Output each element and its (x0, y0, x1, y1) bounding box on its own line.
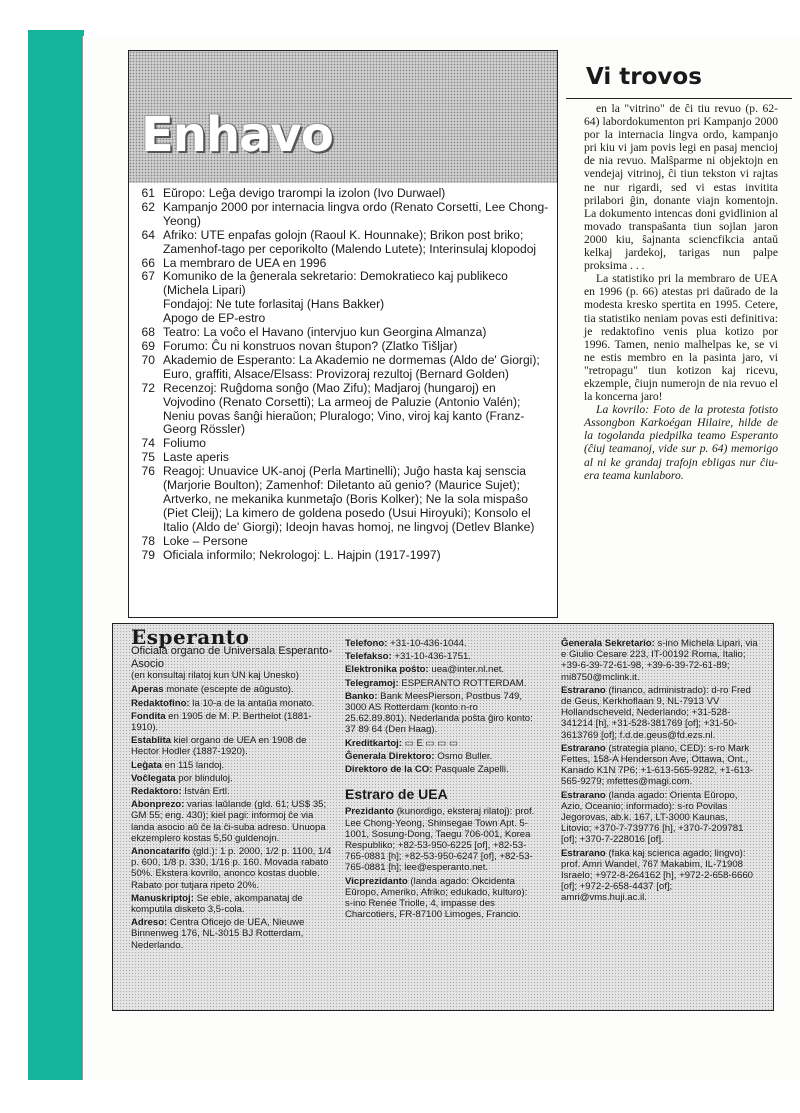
page-number: 64 (141, 227, 155, 242)
masthead-entry (345, 691, 535, 736)
entry-label: Prezidanto (345, 806, 395, 818)
masthead-entry (345, 738, 535, 749)
masthead-title: Esperanto (131, 625, 250, 649)
contents-item (131, 549, 551, 563)
entry-label: Establita (131, 735, 171, 747)
page-number: 72 (141, 380, 155, 395)
item-title: Teatro: La voĉo el Havano (intervjuo kun Georgina Almanza) (163, 325, 487, 340)
masthead-entry (131, 684, 337, 695)
paragraph: La statistiko pri la membraro de UEA en 1996 (p. 66) atestas pri daŭrado de la modesta kresko spertita en 1995. Cetere, tia statistiko neniam povas esti definitiva: je redaktofino venis plua kotizo por 1996. Tamen, nenio malhelpas ke, se vi ne estis membro en la pasinta jaro, vi "retropagu" tiun kotizon kaj ricevu, ekzemple, ĉiujn numerojn de nia revuo el la koncerna jaro! (584, 272, 778, 404)
masthead-entry (131, 799, 337, 844)
masthead-entry (131, 846, 337, 891)
item-title: Eŭropo: Leĝa devigo trarompi la izolon (Ivo Durwael) (163, 186, 446, 200)
contents-title: Enhavo (141, 107, 333, 163)
entry-text: +31-10-436-1751. (391, 651, 471, 663)
entry-label: Fondita (131, 710, 166, 722)
entry-text: Pasquale Zapelli. (432, 764, 509, 776)
entry-label: Telefono: (345, 638, 388, 649)
paragraph: La kovrilo: Foto de la protesta fotisto Assongbon Karkoégan Hilaire, hilde de la togolanda piedpilka teamo Esperanto (ĉiuj teamanoj, vide sur p. 64) memorigo al ni ke grandaj trafojn ebligas nur ĉiu-era teama kunlaboro. (584, 403, 778, 482)
page-number: 67 (141, 269, 155, 284)
entry-label: Estrarano (561, 789, 606, 801)
masthead-col-3 (561, 638, 759, 906)
page-number: 66 (141, 255, 155, 270)
page-number: 76 (141, 464, 155, 479)
masthead-entry (131, 893, 337, 915)
contents-item (131, 201, 551, 229)
masthead-entry (345, 764, 535, 775)
contents-item (131, 229, 551, 257)
teal-side-bar (28, 30, 84, 1080)
masthead-entry (131, 735, 337, 757)
contents-item (131, 257, 551, 271)
entry-label: Kreditkartoj: (345, 737, 403, 749)
entry-label: Direktoro de la CO: (345, 764, 433, 776)
entry-text: s-ino Michela Lipari, via e Giulio Cesare 223, IT-00192 Roma, Italio; +39-6-39-72-61-98, +39-6-39-72-61-89; mi8750@mclink.it. (561, 638, 758, 683)
item-title: Loke – Persone (163, 533, 248, 548)
entry-label: Elektronika poŝto: (345, 664, 429, 676)
contact-list (345, 638, 535, 775)
estraro-list-continued (561, 638, 759, 904)
contents-item (131, 298, 551, 312)
item-title: Laste aperis (163, 450, 229, 465)
entry-text: en 115 landoj. (161, 759, 225, 771)
entry-label: Redaktofino: (131, 697, 190, 709)
page-number: 78 (141, 533, 155, 548)
item-title: Afriko: UTE enpafas golojn (Raoul K. Hounnake); Brikon post briko; Zamenhof-tago per ceporikolto (Malendo Lutete); Interinsulaj klopodoj (163, 227, 537, 256)
page-number: 61 (141, 186, 155, 200)
entry-text: Bank MeesPierson, Postbus 749, 3000 AS Rotterdam (konto n-ro 25.62.89.801). Nederlanda poŝta ĝiro konto: 37 89 64 (Den Haag). (345, 690, 533, 736)
masthead-col-1 (131, 624, 337, 953)
masthead-entry (561, 848, 759, 904)
entry-text: István Ertl. (181, 786, 230, 798)
masthead-entry (345, 751, 535, 762)
entry-text: en 1905 de M. P. Berthelot (1881-1910). (131, 710, 312, 734)
entry-label: Estrarano (561, 847, 606, 859)
entry-label: Telegramoj: (345, 677, 399, 689)
masthead-info-list (131, 684, 337, 950)
entry-text: por blinduloj. (175, 772, 233, 784)
masthead-entry (345, 651, 535, 662)
entry-label: Abonprezo: (131, 799, 185, 811)
entry-text: (gld.): 1 p. 2000, 1/2 p. 1100, 1/4 p. 600, 1/8 p. 330, 1/16 p. 160. Movada rabato 50%. Ekstera kovrilo, anonco kostas duoble. Rabato por tutjara ripeto 20%. (131, 846, 332, 891)
page-number: 69 (141, 338, 155, 353)
entry-label: Voĉlegata (131, 772, 176, 784)
entry-label: Banko: (345, 690, 378, 702)
item-title: Fondajoj: Ne tute forlasitaj (Hans Bakker) (163, 297, 385, 312)
masthead-entry (131, 711, 337, 733)
masthead-subtitle: Oficiala organo de Universala Esperanto-Asocio (131, 645, 333, 670)
entry-label: Leĝata (131, 759, 162, 771)
page-number: 75 (141, 450, 155, 465)
entry-label: Estrarano (561, 742, 606, 754)
entry-text: Osmo Buller. (434, 750, 493, 762)
masthead-entry (345, 876, 535, 921)
page-number: 74 (141, 436, 155, 451)
page-number (131, 298, 163, 312)
contents-item (131, 354, 551, 382)
item-title: Akademio de Esperanto: La Akademio ne dormemas (Aldo de' Giorgi); Euro, graffiti, Alsace/Elsass: Provizoraj rezultoj (Bernard Golden) (163, 352, 540, 381)
entry-label: Anoncatarifo (131, 846, 191, 858)
contents-list (131, 187, 551, 562)
item-title: Oficiala informilo; Nekrologoj: L. Hajpin (1917-1997) (163, 547, 441, 562)
masthead-entry (561, 638, 759, 683)
vi-trovos-body (584, 102, 778, 482)
entry-label: Ĝenerala Sekretario: (561, 638, 655, 649)
contents-item (131, 340, 551, 354)
entry-text: Se eble, akompanataj de komputila disketo 3,5-cola. (131, 892, 303, 916)
title-rule (566, 98, 792, 99)
contents-item (131, 465, 551, 535)
contents-item (131, 312, 551, 326)
entry-text: la 10-a de la antaŭa monato. (189, 697, 315, 709)
entry-text: (landa agado: Orienta Eŭropo, Azio, Oceanio; informado): s-ro Povilas Jegorovas, ab.k. 167, LT-3000 Kaunas, Litovio; +370-7-739776 [h], +370-7-209781 [of]; +370-7-228016 [of]. (561, 789, 744, 846)
entry-text: (faka kaj scienca agado; lingvo): prof. Amri Wandel, 767 Makabim, IL-71908 Israelo; +972-8-264162 [h], +972-2-658-6660 [of]; +972-2-658-4437 [of]; amri@vms.huji.ac.il. (561, 847, 754, 904)
entry-text: varias laŭlande (gld. 61; US$ 35; GM 55; eng. 430); kiel pagi: informoj ĉe via landa asocio aŭ ĉe la ĉi-suba adreso. Unuopa ekzemplero kostas 5,50 guldenojn. (131, 799, 327, 844)
masthead-entry (345, 638, 535, 649)
masthead-entry (131, 773, 337, 784)
estraro-list (345, 806, 535, 920)
entry-text: (financo, administrado): d-ro Fred de Geus, Kerkhoflaan 9, NL-7913 VV Hollandscheveld, Nederlando; +31-528-341214 [h], +31-528-381769 [of]; +31-50-3613769 [of]; f.d.de.geus@fd.ezs.nl. (561, 684, 751, 741)
entry-text: +31-10-436-1044. (387, 638, 467, 649)
paragraph: en la "vitrino" de ĉi tiu revuo (p. 62-64) labordokumenton pri Kampanjo 2000 por la internacia lingva ordo, kampanjo pri kiu vi jam povis legi en pasaj mencioj de nia revuo. Malŝparme ni objektojn en vendejaj vitrinoj, ĉi tiun tekston vi rajtas ne nur rigardi, sed vi estas invitita prilabori ĝin, donante viajn komentojn. La dokumento intencas doni gvidlinion al movado transpaŝanta tiun sojlan jaron 2000 kiu, ŝajnanta sciencfikcia antaŭ kelkaj jardekoj, tarigas nun palpe proksima . . . (584, 102, 778, 273)
masthead-entry (345, 678, 535, 689)
entry-text: (strategia plano, CED): s-ro Mark Fettes, 158-A Henderson Ave, Ottawa, Ont., Kanado K1N 7P6; +1-613-565-9282, +1-613-565-9279; mfettes@magi.com. (561, 742, 754, 788)
masthead-entry (561, 790, 759, 846)
item-title: Recenzoj: Ruĝdoma sonĝo (Mao Zifu); Madjaroj (hungaroj) en Vojvodino (Renato Corsetti); La armeoj de Paluzie (Antonio Valén); Neniu povas ŝanĝi hieraŭon; Pluralogo; Vino, viroj kaj kanto (Franz-Georg Rössler) (163, 380, 525, 437)
entry-label: Manuskriptoj: (131, 892, 194, 904)
entry-text: (kunordigo, eksteraj rilatoj): prof. Lee Chong-Yeong, Shinsegae Town Apt. 5-1001, Sosung-Dong, Taegu 706-001, Korea Respubliko; +82-53-950-6225 [of], +82-53-765-0881 [h]; +82-53-950-6247 [of], +82-53-765-0881 [h]; lee@esperanto.net. (345, 806, 535, 874)
entry-text: (landa agado: Okcidenta Eŭropo, Ameriko, Afriko; edukado, kulturo): s-ino Renée Triolle, 4, impasse des Charcotiers, FR-87100 Limoges, Francio. (345, 875, 528, 921)
entry-label: Vicprezidanto (345, 875, 408, 887)
contents-item (131, 535, 551, 549)
vi-trovos-title: Vi trovos (586, 64, 702, 90)
masthead-col-2 (345, 638, 535, 922)
entry-label: Telefakso: (345, 651, 392, 663)
entry-label: Aperas (131, 684, 164, 696)
contents-item (131, 451, 551, 465)
contents-item (131, 270, 551, 298)
contents-item (131, 437, 551, 451)
masthead-entry (345, 664, 535, 675)
bottom-margin (28, 1080, 800, 1113)
masthead-entry (131, 760, 337, 771)
entry-label: Estrarano (561, 684, 606, 696)
entry-text: Centra Oficejo de UEA, Nieuwe Binnenweg 176, NL-3015 BJ Rotterdam, Nederlando. (131, 917, 305, 951)
contents-item (131, 187, 551, 201)
masthead-box (112, 623, 774, 1011)
item-title: Foliumo (163, 436, 207, 451)
contents-item (131, 326, 551, 340)
page-number: 68 (141, 325, 155, 340)
masthead-entry (131, 917, 337, 951)
item-title: Forumo: Ĉu ni konstruos novan ŝtupon? (Zlatko Tišljar) (163, 338, 458, 353)
page-number: 62 (141, 199, 155, 214)
entry-text: kiel organo de UEA en 1908 de Hector Hodler (1887-1920). (131, 735, 307, 758)
item-title: Apogo de EP-estro (163, 311, 266, 326)
entry-label: Adreso: (131, 917, 168, 929)
entry-label: Redaktoro: (131, 786, 182, 798)
page-number (131, 312, 163, 326)
masthead-entry (131, 786, 337, 797)
entry-text: uea@inter.nl.net. (428, 664, 505, 676)
contents-box (128, 50, 558, 618)
item-title: Reagoj: Unuavice UK-anoj (Perla Martinelli); Juĝo hasta kaj senscia (Marjorie Boulton); Zamenhof: Diletanto aŭ genio? (Maurice Sujet); Artverko, ne mekanika kunmetaĵo (Boris Kolker); Ne la sola mispaŝo (Piet Cleij); La kimero de goldena posedo (Usui Hiroyuki); Konsolo el Italio (Aldo de' Giorgi); Ideojn havas homoj, ne lingvoj (Detlev Blanke) (163, 464, 535, 534)
estraro-title: Estraro de UEA (345, 786, 448, 803)
entry-text: ▭ E ▭ ▭ ▭ (402, 737, 459, 749)
item-title: Komuniko de la ĝenerala sekretario: Demokratieco kaj publikeco (Michela Lipari) (163, 269, 508, 298)
contents-item (131, 382, 551, 438)
page-number: 70 (141, 352, 155, 367)
masthead-entry (131, 698, 337, 709)
masthead-entry (561, 743, 759, 788)
item-title: Kampanjo 2000 por internacia lingva ordo (Renato Corsetti, Lee Chong-Yeong) (163, 199, 549, 228)
entry-text: monate (escepte de aŭgusto). (163, 684, 294, 696)
entry-text: ESPERANTO ROTTERDAM. (398, 677, 527, 689)
item-title: La membraro de UEA en 1996 (163, 255, 327, 270)
entry-label: Ĝenerala Direktoro: (345, 750, 435, 762)
masthead-entry (345, 806, 535, 873)
page-number: 79 (141, 547, 155, 562)
contents-header (129, 51, 557, 183)
masthead-entry (561, 685, 759, 741)
masthead-subnote: (en konsultaj rilatoj kun UN kaj Unesko) (131, 670, 299, 682)
